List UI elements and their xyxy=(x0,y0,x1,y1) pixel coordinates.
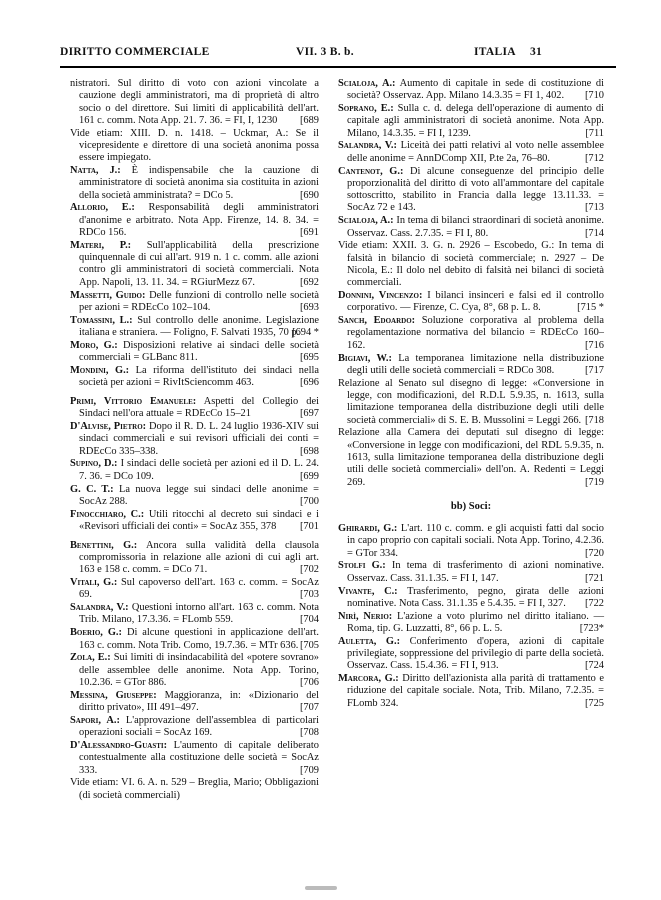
bibliography-entry xyxy=(70,128,319,165)
entry-number: [718 xyxy=(584,414,604,426)
entry-number: [711 xyxy=(585,127,604,139)
entry-author: Ghirardi, G.: xyxy=(338,523,398,535)
entry-number: [695 xyxy=(299,352,319,364)
entry-number: [690 xyxy=(299,189,319,201)
entry-number: [723* xyxy=(579,622,604,634)
bibliography-entry xyxy=(70,315,319,340)
entry-text: L'art. 110 c. comm. e gli acquisti fatti dal socio in capo proprio con capitali sociali. Nota App. Torino, 4.2.36. = GTor 334. xyxy=(347,523,604,559)
entry-author: Vivante, C.: xyxy=(338,585,398,597)
bibliography-entry xyxy=(70,652,319,689)
entry-text: La temporanea limitazione nella distribuzione degli utili delle società commerciali = RDCo 308. xyxy=(347,352,604,376)
entry-text: L'azione a voto plurimo nel diritto italiano. — Roma, tip. G. Luzzatti, 8°, 66 p. L. 5. xyxy=(347,610,605,634)
bibliography-entry xyxy=(338,166,604,215)
entry-text: Relazione alla Camera dei deputati sul disegno di legge: «Conversione in legge con modificazioni, del RDL 5.9.35, n. 1613, sulla limitazione temporanea della distribuzione degli utili delle società commerciali» dell'on. A. Redenti = Leggi 269. xyxy=(338,427,604,488)
entry-author: Scialoja, A.: xyxy=(338,78,396,89)
entry-text: Utili ritocchi al decreto sui sindaci e i «Revisori ufficiali dei conti» = SocAz 355, 378 xyxy=(79,508,319,532)
bibliography-entry xyxy=(70,740,319,777)
bibliography-entry xyxy=(338,103,604,140)
entry-text: In tema di bilanci straordinari di società anonime. Osservaz. Cass. 2.7.35. = FI I, 80. xyxy=(347,215,604,239)
right-column xyxy=(338,78,604,711)
header-country: ITALIA xyxy=(474,46,516,58)
entry-text: I sindaci delle società per azioni ed il D. L. 24. 7. 36. = DCo 109. xyxy=(79,458,320,482)
entry-number: [724 xyxy=(584,660,604,672)
entry-text: Vide etiam: XIII. D. n. 1418. – Uckmar, A.: Se il vicepresidente e direttore di una società anonima possa essere impiegato. xyxy=(70,127,319,164)
entry-text: Ancora sulla validità della clausola compromissoria in relazione alle azioni di cui agli art. 163 e 158 c. comm. = DCo 71. xyxy=(79,539,319,576)
entry-author: Mondini, G.: xyxy=(70,364,130,376)
bibliography-entry xyxy=(338,586,604,611)
entry-text: Conferimento d'opera, azioni di capitale privilegiate, soppressione del privilegio di parte della società. Osservaz. Cass. 15.4.36. = FI I, 913. xyxy=(347,635,604,672)
entry-text: Sui limiti di insindacabilità del «potere sovrano» delle assemblee delle anonime. Nota App. Torino, 10.2.36. = GTor 886. xyxy=(79,652,319,688)
entry-number: [703 xyxy=(299,589,319,601)
bibliography-entry xyxy=(338,673,604,710)
bibliography-entry xyxy=(70,777,319,802)
entry-number: [699 xyxy=(299,470,319,482)
bibliography-entry xyxy=(70,340,319,365)
entry-author: Sapori, A.: xyxy=(70,714,120,726)
page-number: 31 xyxy=(530,46,543,58)
entry-number: [720 xyxy=(584,547,604,559)
bibliography-entry xyxy=(70,365,319,390)
entry-text: I bilanci insinceri e falsi ed il controllo corporativo. — Firenze, C. Cya, 8°, 68 p. L. 8. xyxy=(347,290,604,314)
header-classification: VII. 3 B. b. xyxy=(296,46,354,58)
entry-text: La riforma dell'istituto dei sindaci nella società per azioni = RivItSciencomm 463. xyxy=(79,364,319,389)
entry-text: Relazione al Senato sul disegno di legge: «Conversione in legge, con modificazioni, del R.D.L 5.9.35, n. 1613, sulla limitazione temporanea della distribuzione degli utili delle società commerciali» di S. E. B. Mussolini = Leggi 266. xyxy=(338,377,604,426)
entry-author: Marcora, G.: xyxy=(338,673,399,685)
entry-text: Diritto dell'azionista alla parità di trattamento e riduzione del capitale sociale. Nota, Trib. Milano, 7.2.35. = FLomb 324. xyxy=(347,673,604,709)
entry-author: Salandra, V.: xyxy=(70,602,129,614)
bibliography-entry xyxy=(70,202,319,239)
entry-author: Donnini, Vincenzo: xyxy=(338,290,423,302)
entry-author: D'Alessandro-Guasti: xyxy=(70,739,168,751)
entry-text: Liceità dei patti relativi al voto nelle assemblee delle anonime = AnnDComp XII, P.te 2a, 76–80. xyxy=(347,140,604,164)
entry-text: Sul capoverso dell'art. 163 c. comm. = SocAz 69. xyxy=(79,577,319,601)
entry-number: [702 xyxy=(299,564,319,576)
header-section-title: DIRITTO COMMERCIALE xyxy=(60,46,210,58)
header-rule xyxy=(60,66,616,68)
entry-author: Materi, P.: xyxy=(70,239,132,251)
entry-number: [708 xyxy=(299,727,319,739)
entry-text: Di alcune conseguenze del principio delle proporzionalità del diritto di voto all'ammontare del capitale sottoscritto, stabilito in Francia dalla legge 13.11.33. = SocAz 72 e 143. xyxy=(347,165,604,214)
entry-number: [715 * xyxy=(577,302,604,314)
entry-number: [693 xyxy=(299,301,319,313)
entry-author: Natta, J.: xyxy=(70,165,121,177)
bibliography-entry xyxy=(338,523,604,560)
bibliography-entry xyxy=(70,165,319,202)
entry-text: Sull'applicabilità della prescrizione quinquennale di cui all'art. 919 n. 1 c. comm. alle azioni contro gli amministratori di società commerciali. Nota App. Napoli, 13. 11. 34. = RGiurMezz 67. xyxy=(79,239,319,288)
entry-author: Auletta, G.: xyxy=(338,635,401,647)
entry-text: Dopo il R. D. L. 24 luglio 1936-XIV sui sindaci commerciali e sui revisori ufficiali dei conti = RDEcCo 335–338. xyxy=(79,421,319,457)
bibliography-entry xyxy=(70,690,319,715)
bibliography-entry xyxy=(70,421,319,458)
entry-text: Vide etiam: VI. 6. A. n. 529 – Breglia, Mario; Obbligazioni (di società commerciali) xyxy=(70,777,319,801)
entry-author: Nirì, Nerio: xyxy=(338,610,393,622)
entry-author: Sanch, Edoardo: xyxy=(338,315,416,327)
bibliography-entry xyxy=(70,290,319,315)
entry-number: [707 xyxy=(299,702,319,714)
entry-author: Vitali, G.: xyxy=(70,577,118,589)
entry-author: Moro, G.: xyxy=(70,339,118,351)
entry-number: [692 xyxy=(299,276,319,288)
entry-number: [722 xyxy=(584,597,604,609)
entry-author: Allorio, E.: xyxy=(70,202,135,214)
bibliography-entry xyxy=(338,78,604,103)
entry-number: [713 xyxy=(584,202,604,214)
entry-text: L'approvazione dell'assemblea di particolari operazioni sociali = SocAz 169. xyxy=(79,714,319,739)
entry-number: [725 xyxy=(584,697,604,709)
bibliography-entry xyxy=(338,378,604,427)
bibliography-entry xyxy=(70,715,319,740)
right-column-soci-entries xyxy=(338,523,604,710)
entry-author: G. C. T.: xyxy=(70,483,114,495)
right-column-entries xyxy=(338,78,604,489)
entry-number: [689 xyxy=(299,114,319,126)
bibliography-entry xyxy=(70,627,319,652)
bibliography-entry xyxy=(338,140,604,165)
bibliography-entry xyxy=(338,240,604,289)
entry-number: [706 xyxy=(299,676,319,688)
bibliography-entry xyxy=(338,560,604,585)
entry-text: Vide etiam: XXII. 3. G. n. 2926 – Escobedo, G.: In tema di falsità in bilancio di società commerciale; n. 2927 – De Nicola, E.: Il dolo nel debito di falsità nei bilanci di società commerciali. xyxy=(338,240,604,289)
entry-text: Sulla c. d. delega dell'operazione di aumento di capitale agli amministratori di società anonime. Nota App. Milano, 14.3.35. = FI I, 1239. xyxy=(347,103,604,139)
entry-number: [704 xyxy=(299,614,319,626)
entry-number: [698 xyxy=(299,445,319,457)
bibliography-entry xyxy=(70,396,319,421)
entry-text: Aspetti del Collegio dei Sindaci nell'ora attuale = RDEcCo 15–21 xyxy=(79,395,319,420)
running-header xyxy=(60,46,616,62)
bibliography-entry xyxy=(70,602,319,627)
bibliography-entry xyxy=(338,353,604,378)
bibliography-entry xyxy=(70,484,319,509)
scan-mark xyxy=(305,886,337,890)
entry-number: [717 xyxy=(584,364,604,376)
entry-author: Supino, D.: xyxy=(70,458,118,470)
left-column xyxy=(70,78,319,802)
bibliography-entry xyxy=(70,458,319,483)
entry-number: [714 xyxy=(584,227,604,239)
entry-number: [709 xyxy=(299,764,319,776)
entry-text: Soluzione corporativa al problema della regolamentazione normativa del bilancio = RDEcCo 160–162. xyxy=(347,315,604,351)
entry-author: Zola, E.: xyxy=(70,652,111,664)
entry-number: [691 xyxy=(299,227,319,239)
entry-number: [712 xyxy=(584,152,604,164)
entry-author: Messina, Giuseppe: xyxy=(70,689,157,701)
entry-author: Bigiavi, W.: xyxy=(338,352,392,364)
entry-author: Salandra, V.: xyxy=(338,140,397,152)
entry-text: In tema di trasferimento di azioni nominative. Osservaz. Cass. 31.1.35. = FI I, 147. xyxy=(347,560,604,584)
entry-number: [694 * xyxy=(292,326,319,338)
entry-author: Finocchiaro, C.: xyxy=(70,508,145,520)
entry-number: [700 xyxy=(299,495,319,507)
entry-text: nistratori. Sul diritto di voto con azioni vincolate a cauzione degli amministratori, ma di proprietà di altro socio o del direttore. Sui limiti di applicabilità dell'art. 161 c. comm. Nota App. 21. 7. 36. = FI, I, 1230 xyxy=(70,78,319,126)
bibliography-entry xyxy=(70,240,319,289)
entry-text: Questioni intorno all'art. 163 c. comm. Nota Trib. Milano, 17.3.36. = FLomb 559. xyxy=(79,602,319,626)
entry-number: [721 xyxy=(584,572,604,584)
bibliography-entry xyxy=(70,577,319,602)
bibliography-entry xyxy=(338,636,604,673)
bibliography-entry xyxy=(338,215,604,240)
entry-number: [719 xyxy=(584,476,604,488)
entry-text: Di alcune questioni in applicazione dell'art. 163 c. comm. Nota Trib. Como, 19.7.36. = MTr 636. xyxy=(79,627,319,651)
entry-text: È indispensabile che la cauzione di amministratore di società anonima sia costituita in azioni della società amministrata? = DCo 5. xyxy=(79,165,319,201)
entry-author: Cantenot, G.: xyxy=(338,165,404,177)
section-heading: bb) Soci: xyxy=(450,500,492,512)
entry-text: Aumento di capitale in sede di costituzione di società? Osservaz. App. Milano 14.3.35 = FI 1, 402. xyxy=(347,78,604,102)
entry-author: Benettini, G.: xyxy=(70,539,138,551)
entry-text: Maggioranza, in: «Dizionario del diritto privato», III 491–497. xyxy=(79,689,319,714)
entry-number: [705 xyxy=(299,639,319,651)
entry-text: La nuova legge sui sindaci delle anonime = SocAz 288. xyxy=(79,483,319,507)
entry-author: Tomassini, L.: xyxy=(70,314,133,326)
entry-text: L'aumento di capitale deliberato contestualmente alla costituzione delle società = SocAz 333. xyxy=(79,739,319,776)
entry-number: [697 xyxy=(299,408,319,420)
bibliography-entry xyxy=(338,611,604,636)
entry-number: [696 xyxy=(299,377,319,389)
entry-author: Scialoja, A.: xyxy=(338,215,394,227)
entry-text: Trasferimento, pegno, girata delle azioni nominative. Nota Cass. 31.1.35 e 5.4.35. = FI I, 327. xyxy=(347,585,604,609)
entry-text: Delle funzioni di controllo nelle società per azioni = RDEcCo 102–104. xyxy=(79,289,319,313)
entry-author: Primi, Vittorio Emanuele: xyxy=(70,395,197,407)
bibliography-entry xyxy=(70,78,319,127)
entry-number: [716 xyxy=(584,339,604,351)
entry-author: D'Alvise, Pietro: xyxy=(70,421,147,433)
entry-author: Massetti, Guido: xyxy=(70,289,146,301)
bibliography-entry xyxy=(70,509,319,534)
bibliography-entry xyxy=(338,290,604,315)
entry-author: Boerio, G.: xyxy=(70,627,122,639)
bibliography-entry xyxy=(338,427,604,488)
entry-text: Responsabilità degli amministratori d'anonime e arbitrato. Nota App. Firenze, 14. 8. 34. = RDCo 156. xyxy=(79,202,319,239)
bibliography-entry xyxy=(338,315,604,352)
entry-author: Soprano, E.: xyxy=(338,103,394,115)
entry-author: Stolfi G.: xyxy=(338,560,386,572)
entry-text: Disposizioni relative ai sindaci delle società commerciali = GLBanc 811. xyxy=(79,339,319,364)
entry-number: [701 xyxy=(299,520,319,532)
entry-number: [710 xyxy=(584,90,604,102)
bibliography-entry xyxy=(70,540,319,577)
entry-text: Sul controllo delle anonime. Legislazione italiana e straniera. — Foligno, F. Salvati 1935, 70 p. xyxy=(79,314,320,338)
